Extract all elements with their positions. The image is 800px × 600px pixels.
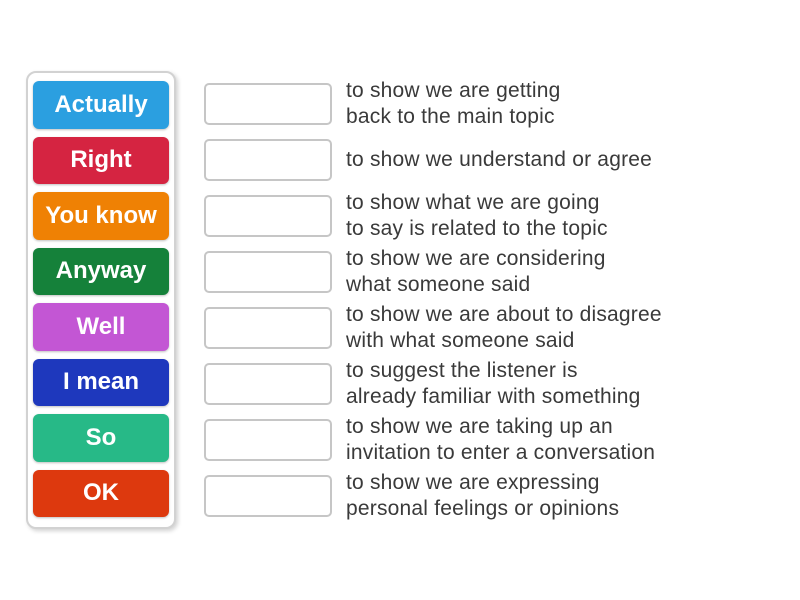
- match-row: [204, 79, 662, 128]
- answer-slot-1[interactable]: [204, 83, 332, 125]
- answer-slot-8[interactable]: [204, 475, 332, 517]
- word-tile-panel: [26, 71, 176, 529]
- match-row: [204, 359, 662, 408]
- match-rows: [204, 79, 662, 531]
- answer-slot-5[interactable]: [204, 307, 332, 349]
- tile-i-mean[interactable]: I mean: [33, 359, 169, 407]
- match-row: [204, 139, 662, 181]
- match-row: [204, 303, 662, 352]
- definition-text: to show we are expressing personal feelings or opinions: [346, 471, 620, 520]
- match-row: [204, 415, 662, 464]
- tile-actually[interactable]: Actually: [33, 81, 169, 129]
- answer-slot-2[interactable]: [204, 139, 332, 181]
- tile-right[interactable]: Right: [33, 137, 169, 185]
- answer-slot-4[interactable]: [204, 251, 332, 293]
- tile-anyway[interactable]: Anyway: [33, 248, 169, 296]
- match-row: [204, 247, 662, 296]
- match-row: [204, 191, 662, 240]
- answer-slot-7[interactable]: [204, 419, 332, 461]
- match-row: [204, 471, 662, 520]
- definition-text: to show what we are going to say is related to the topic: [346, 191, 608, 240]
- definition-text: to show we are getting back to the main topic: [346, 79, 561, 128]
- tile-you-know[interactable]: You know: [33, 192, 169, 240]
- definition-text: to show we are taking up an invitation to enter a conversation: [346, 415, 656, 464]
- answer-slot-6[interactable]: [204, 363, 332, 405]
- tile-so[interactable]: So: [33, 414, 169, 462]
- answer-slot-3[interactable]: [204, 195, 332, 237]
- definition-text: to show we are about to disagree with what someone said: [346, 303, 662, 352]
- definition-text: to suggest the listener is already familiar with something: [346, 359, 641, 408]
- tile-well[interactable]: Well: [33, 303, 169, 351]
- tile-ok[interactable]: OK: [33, 470, 169, 518]
- definition-text: to show we are considering what someone said: [346, 247, 606, 296]
- definition-text: to show we understand or agree: [346, 148, 653, 171]
